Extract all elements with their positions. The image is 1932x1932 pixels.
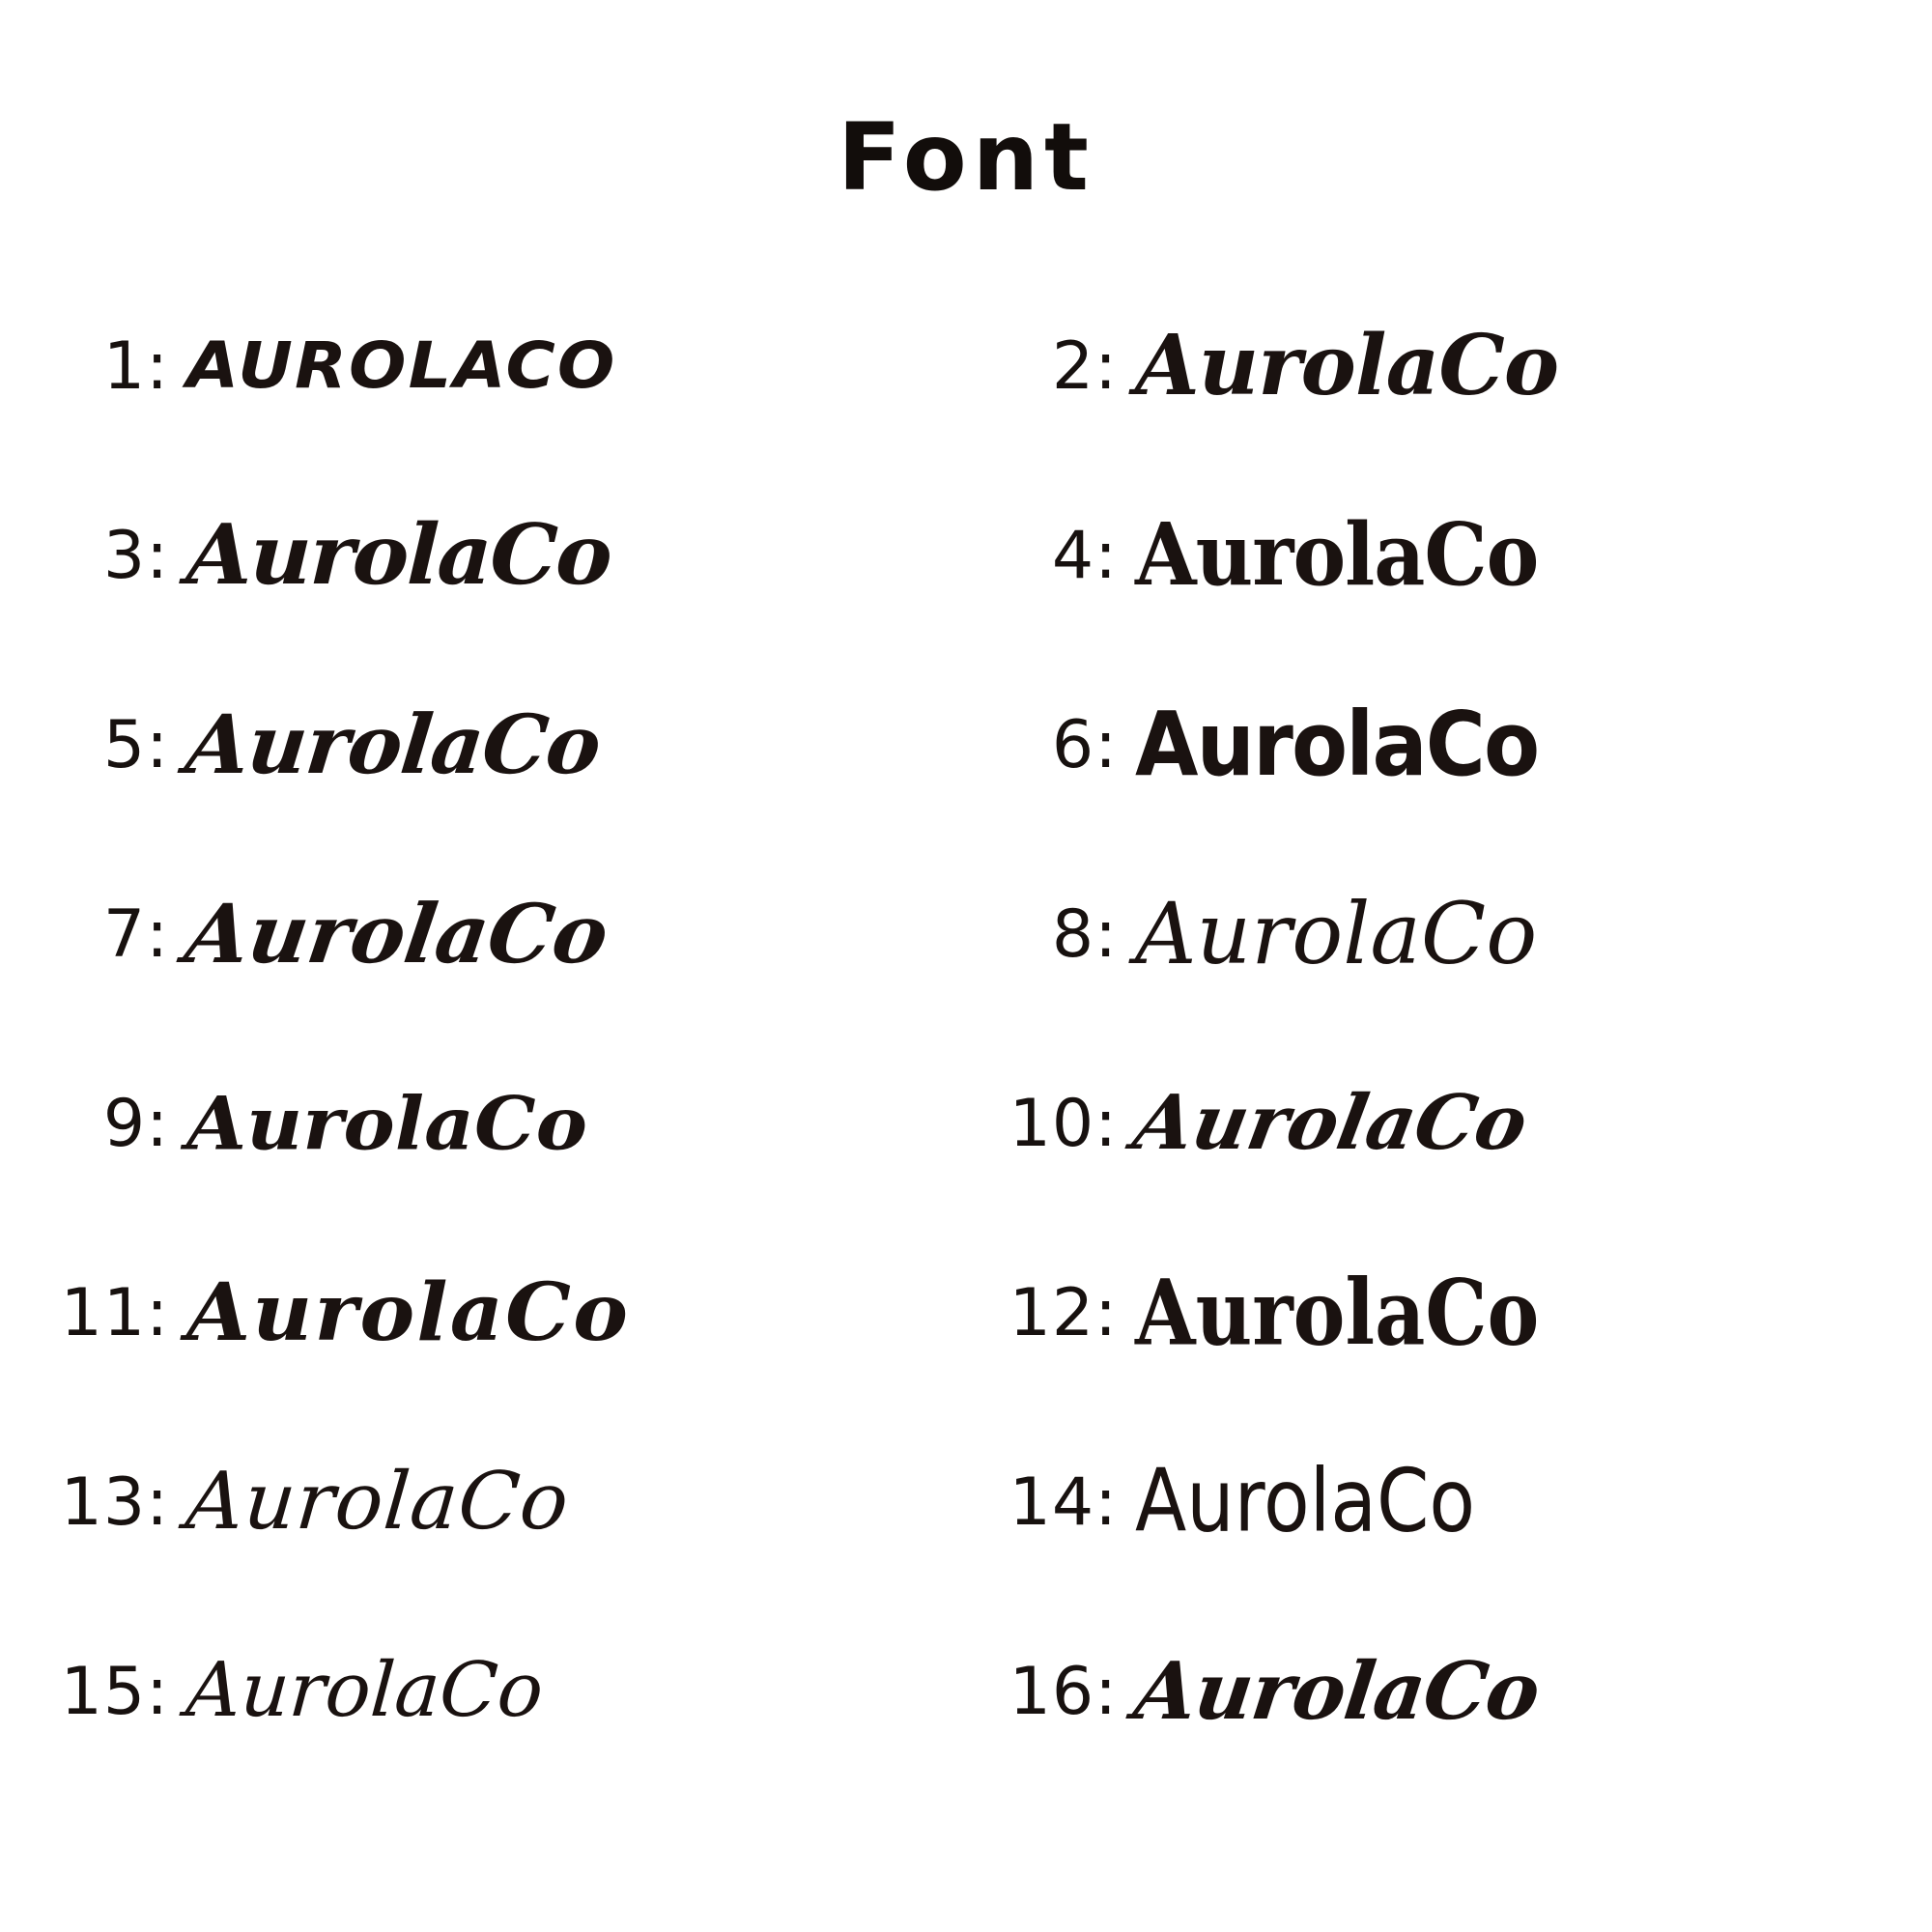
font-sample-text: AurolaCo: [180, 885, 614, 981]
font-sample-text: AurolaCo: [185, 505, 612, 604]
font-sample-text: AurolaCo: [1135, 692, 1539, 796]
font-sample-item[interactable]: [0, 650, 966, 839]
page-title: Font: [838, 103, 1094, 212]
font-sample-text: AurolaCo: [1127, 1079, 1534, 1168]
font-sample-number: 5:: [102, 706, 169, 783]
font-sample-number: 6:: [1051, 706, 1118, 783]
font-sample-text: AurolaCo: [181, 696, 606, 792]
font-sample-item[interactable]: [0, 839, 966, 1029]
font-sample-number: 16:: [1009, 1653, 1118, 1730]
font-sample-item[interactable]: [966, 650, 1932, 839]
font-sample-item[interactable]: [0, 1407, 966, 1597]
font-sample-number: 1:: [102, 327, 169, 405]
font-sample-text: AurolaCo: [1135, 505, 1539, 606]
font-sample-text: AurolaCo: [1135, 883, 1538, 983]
font-sample-text: AurolaCo: [182, 1455, 574, 1548]
font-sample-item[interactable]: [966, 1407, 1932, 1597]
font-sample-item[interactable]: [0, 1218, 966, 1407]
font-sample-number: 12:: [1009, 1274, 1118, 1351]
font-sample-text: AurolaCo: [183, 1647, 547, 1735]
font-sample-number: 14:: [1009, 1463, 1118, 1541]
font-sample-text: AurolaCo: [1135, 316, 1559, 414]
font-sample-grid: [0, 271, 1932, 1786]
font-sample-item[interactable]: [966, 271, 1932, 461]
font-sample-number: 13:: [60, 1463, 169, 1541]
font-sample-item[interactable]: [966, 1597, 1932, 1786]
font-sample-item[interactable]: [0, 271, 966, 461]
font-sample-item[interactable]: [966, 839, 1932, 1029]
font-sample-number: 7:: [102, 895, 169, 973]
font-sample-item[interactable]: [0, 1597, 966, 1786]
font-sample-text: AurolaCo: [1135, 1258, 1540, 1366]
font-sample-text: AurolaCo: [1135, 1451, 1476, 1552]
font-sample-text: AurolaCo: [186, 1080, 587, 1167]
font-sample-item[interactable]: [966, 461, 1932, 650]
font-sample-number: 3:: [102, 517, 169, 594]
font-sample-number: 4:: [1051, 517, 1118, 594]
font-sample-text: AurolaCo: [1129, 1644, 1545, 1738]
font-sample-number: 2:: [1051, 327, 1118, 405]
font-sample-item[interactable]: [966, 1218, 1932, 1407]
font-sample-number: 11:: [60, 1274, 169, 1351]
font-sample-item[interactable]: [966, 1029, 1932, 1218]
font-sample-item[interactable]: [0, 1029, 966, 1218]
font-sample-number: 8:: [1051, 895, 1118, 973]
font-sample-number: 15:: [60, 1653, 169, 1730]
font-sample-text: AurolaCo: [186, 1265, 631, 1359]
font-sample-text: AUROLACO: [186, 328, 617, 404]
font-sample-number: 10:: [1009, 1085, 1118, 1162]
font-sample-number: 9:: [102, 1085, 169, 1162]
font-sample-item[interactable]: [0, 461, 966, 650]
